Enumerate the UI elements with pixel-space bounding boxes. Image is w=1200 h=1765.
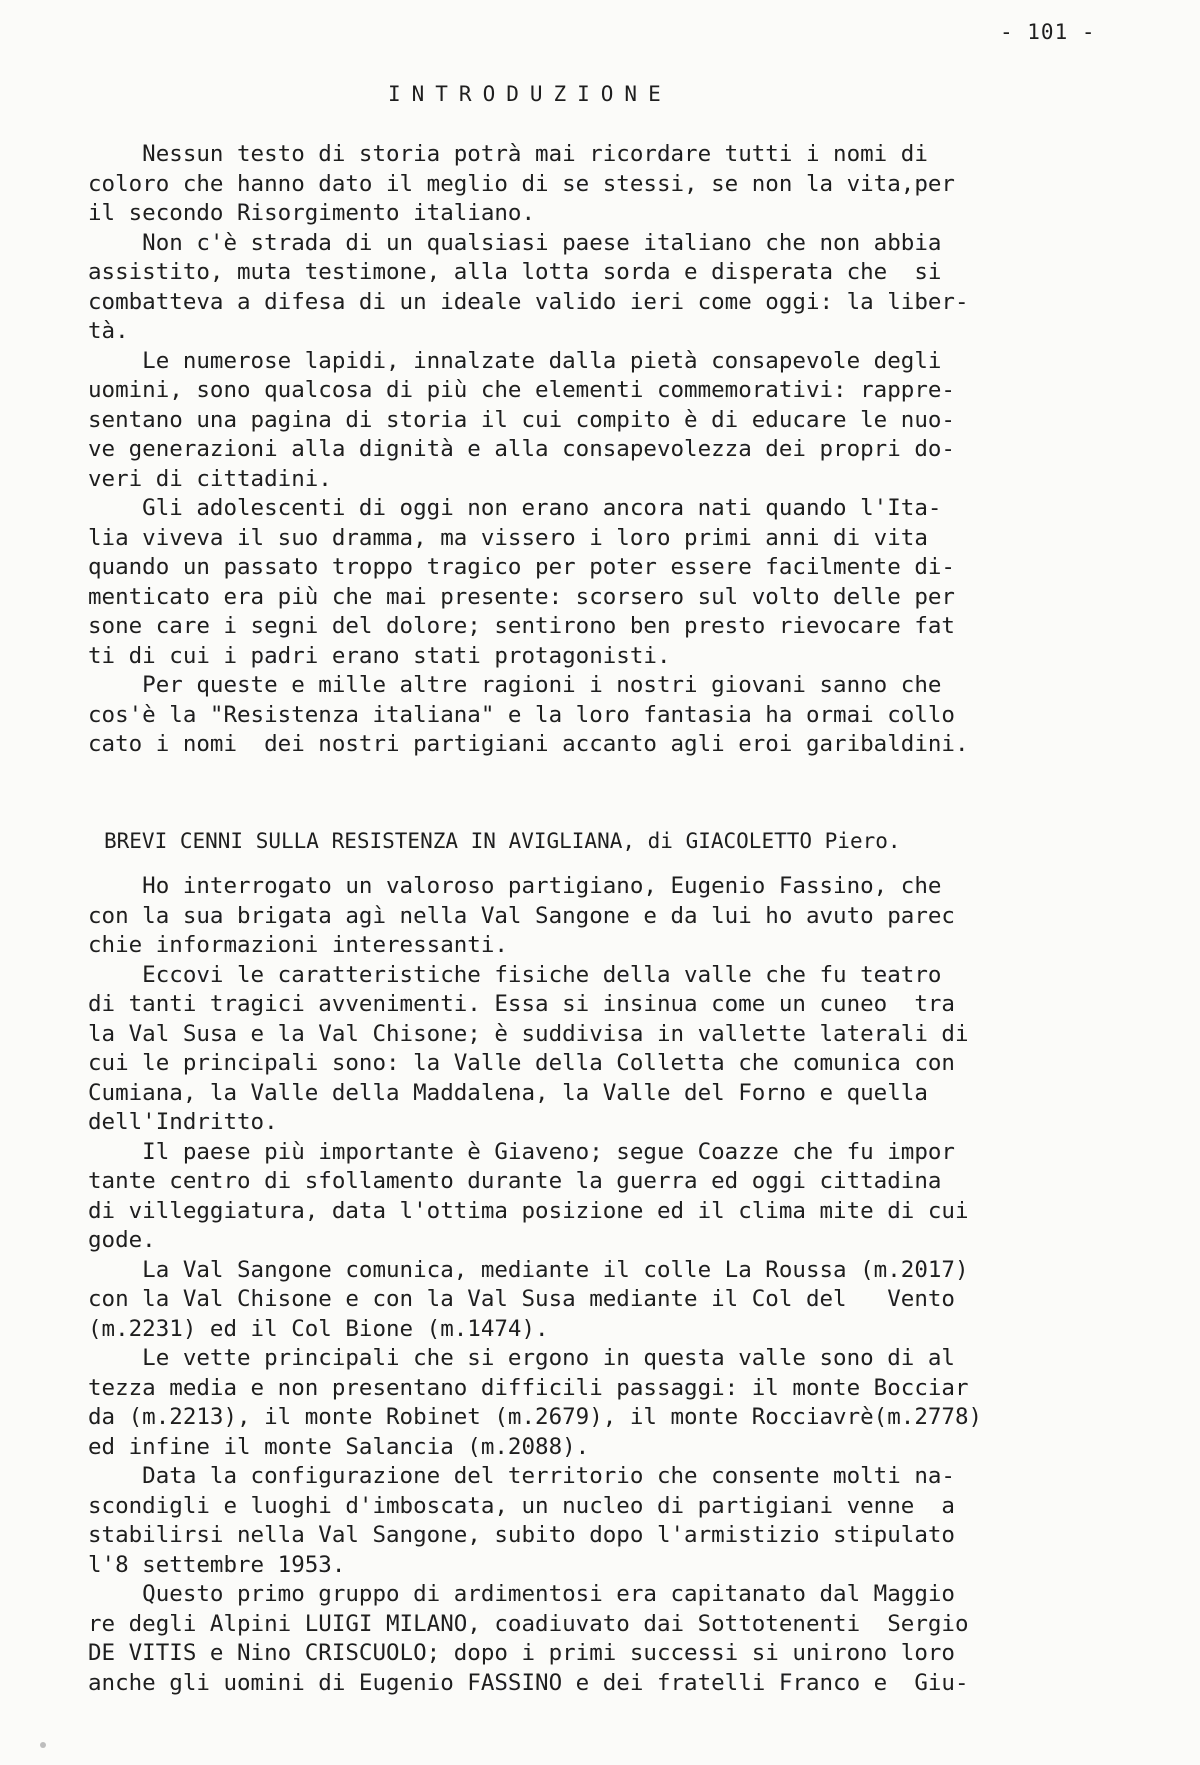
- text-line: Le numerose lapidi, innalzate dalla pietà consapevole degli: [88, 347, 942, 374]
- page-number: - 101 -: [1000, 20, 1096, 44]
- text-line: uomini, sono qualcosa di più che elementi commemorativi: rappre-: [88, 377, 955, 403]
- text-line: scondigli e luoghi d'imboscata, un nucleo di partigiani venne a: [88, 1492, 955, 1519]
- text-line: Il paese più importante è Giaveno; segue Coazze che fu impor: [88, 1138, 955, 1165]
- text-line: ve generazioni alla dignità e alla consapevolezza dei propri do-: [88, 436, 955, 462]
- text-line: combatteva a difesa di un ideale valido ieri come oggi: la liber-: [88, 288, 969, 315]
- text-line: cui le principali sono: la Valle della Colletta che comunica con: [88, 1050, 955, 1076]
- text-line: anche gli uomini di Eugenio FASSINO e dei fratelli Franco e Giu-: [88, 1669, 969, 1696]
- text-line: gode.: [88, 1227, 156, 1253]
- text-line: Ho interrogato un valoroso partigiano, Eugenio Fassino, che: [88, 873, 942, 899]
- text-line: Eccovi le caratteristiche fisiche della valle che fu teatro: [88, 961, 942, 988]
- text-line: da (m.2213), il monte Robinet (m.2679), il monte Rocciavrè(m.2778): [88, 1404, 983, 1430]
- text-line: cato i nomi dei nostri partigiani accanto agli eroi garibaldini.: [88, 731, 969, 757]
- text-line: La Val Sangone comunica, mediante il colle La Roussa (m.2017): [88, 1256, 969, 1283]
- text-line: cos'è la "Resistenza italiana" e la loro fantasia ha ormai collo: [88, 701, 955, 728]
- section-text: [88, 872, 1098, 1698]
- section-heading: BREVI CENNI SULLA RESISTENZA IN AVIGLIANA, di GIACOLETTO Piero.: [104, 829, 901, 853]
- text-line: tante centro di sfollamento durante la guerra ed oggi cittadina: [88, 1168, 942, 1194]
- text-line: con la Val Chisone e con la Val Susa mediante il Col del Vento: [88, 1286, 955, 1312]
- text-line: coloro che hanno dato il meglio di se stessi, se non la vita,per: [88, 170, 955, 197]
- introduction-text: [88, 140, 1098, 760]
- text-line: lia viveva il suo dramma, ma vissero i loro primi anni di vita: [88, 524, 928, 551]
- text-line: dell'Indritto.: [88, 1109, 278, 1135]
- text-line: chie informazioni interessanti.: [88, 932, 508, 958]
- text-line: stabilirsi nella Val Sangone, subito dopo l'armistizio stipulato: [88, 1522, 955, 1548]
- text-line: Le vette principali che si ergono in questa valle sono di al: [88, 1345, 955, 1371]
- scan-speck: [40, 1742, 46, 1748]
- text-line: sentano una pagina di storia il cui compito è di educare le nuo-: [88, 406, 955, 433]
- text-line: sone care i segni del dolore; sentirono ben presto rievocare fat: [88, 613, 955, 639]
- text-line: la Val Susa e la Val Chisone; è suddivisa in vallette laterali di: [88, 1020, 969, 1047]
- text-line: Non c'è strada di un qualsiasi paese italiano che non abbia: [88, 229, 942, 256]
- text-line: con la sua brigata agì nella Val Sangone e da lui ho avuto parec: [88, 902, 955, 929]
- text-line: Per queste e mille altre ragioni i nostri giovani sanno che: [88, 672, 942, 698]
- text-line: l'8 settembre 1953.: [88, 1551, 346, 1578]
- text-line: quando un passato troppo tragico per poter essere facilmente di-: [88, 554, 955, 580]
- text-line: di tanti tragici avvenimenti. Essa si insinua come un cuneo tra: [88, 991, 955, 1017]
- text-line: re degli Alpini LUIGI MILANO, coadiuvato dai Sottotenenti Sergio: [88, 1610, 969, 1637]
- text-line: Data la configurazione del territorio che consente molti na-: [88, 1463, 955, 1489]
- text-line: menticato era più che mai presente: scorsero sul volto delle per: [88, 583, 955, 610]
- text-line: veri di cittadini.: [88, 465, 332, 492]
- text-line: il secondo Risorgimento italiano.: [88, 200, 536, 226]
- text-line: Questo primo gruppo di ardimentosi era capitanato dal Maggio: [88, 1581, 955, 1607]
- text-line: Cumiana, la Valle della Maddalena, la Valle del Forno e quella: [88, 1079, 928, 1106]
- text-line: ti di cui i padri erano stati protagonisti.: [88, 642, 671, 669]
- text-line: tezza media e non presentano difficili passaggi: il monte Bocciar: [88, 1374, 969, 1401]
- text-line: di villeggiatura, data l'ottima posizione ed il clima mite di cui: [88, 1197, 969, 1224]
- text-line: ed infine il monte Salancia (m.2088).: [88, 1433, 590, 1460]
- text-line: tà.: [88, 318, 129, 344]
- text-line: Gli adolescenti di oggi non erano ancora nati quando l'Ita-: [88, 495, 942, 521]
- text-line: Nessun testo di storia potrà mai ricordare tutti i nomi di: [88, 141, 928, 167]
- text-line: (m.2231) ed il Col Bione (m.1474).: [88, 1315, 549, 1342]
- text-line: DE VITIS e Nino CRISCUOLO; dopo i primi successi si unirono loro: [88, 1640, 955, 1666]
- page-title: INTRODUZIONE: [388, 82, 672, 106]
- text-line: assistito, muta testimone, alla lotta sorda e disperata che si: [88, 259, 942, 285]
